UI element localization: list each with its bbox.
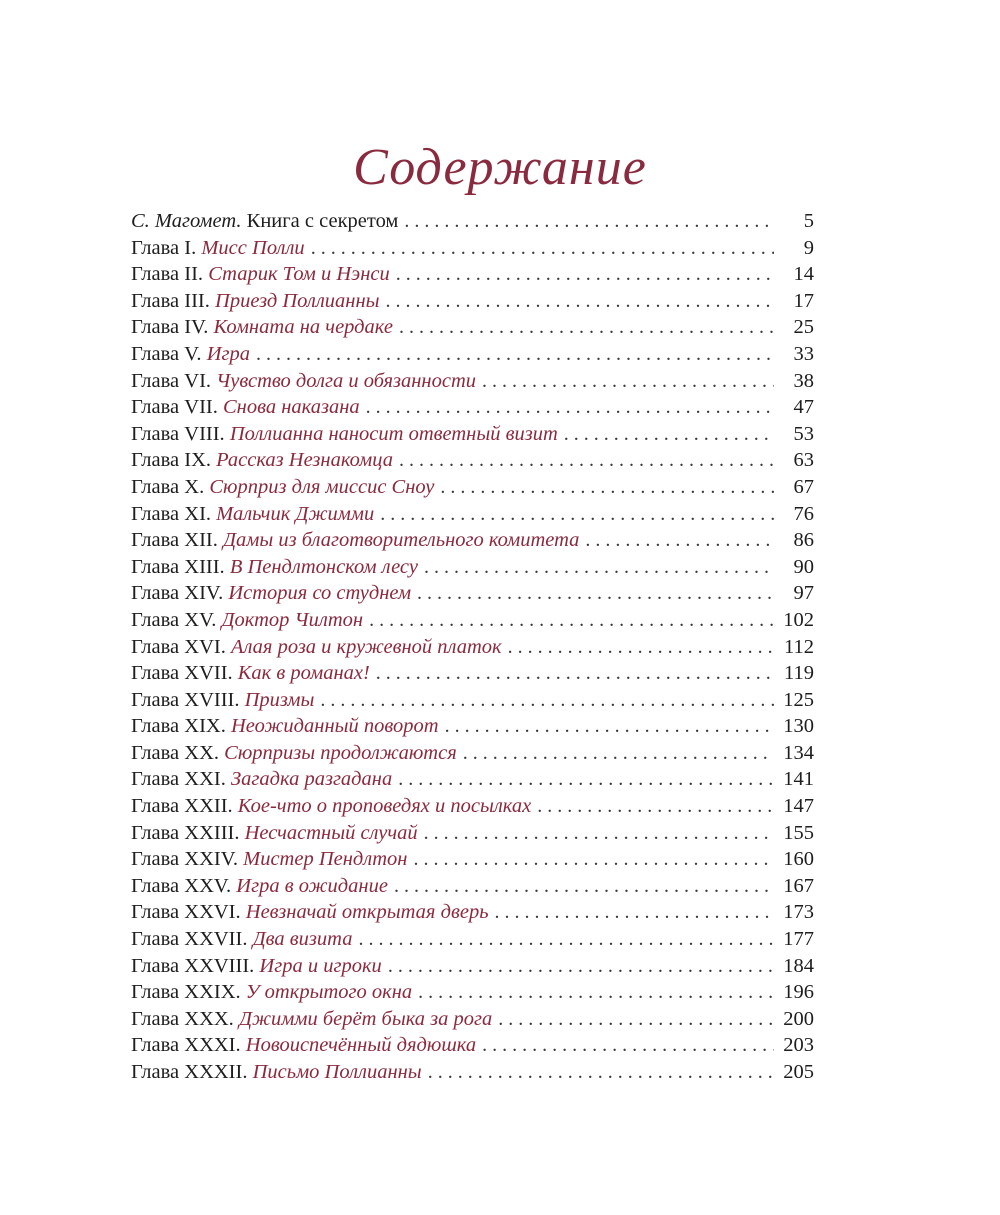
entry-page-number: 63 — [793, 449, 814, 472]
entry-chapter-number: С. Магомет. — [131, 210, 242, 232]
dot-leader — [428, 1059, 774, 1086]
entry-chapter-number: Глава XXII. — [131, 795, 233, 818]
entry-label — [131, 873, 388, 900]
dot-leader — [482, 368, 774, 395]
entry-label — [131, 261, 390, 288]
entry-label — [131, 953, 382, 980]
entry-label — [131, 580, 411, 607]
entry-chapter-number: Глава XIX. — [131, 715, 226, 738]
dot-leader — [445, 713, 774, 740]
entry-label — [131, 208, 398, 235]
entry-page-number: 5 — [803, 210, 814, 232]
entry-page-number: 200 — [783, 1007, 814, 1030]
toc-entry — [131, 740, 814, 767]
entry-chapter-number: Глава XX. — [131, 741, 220, 764]
entry-title: Игра в ожидание — [236, 874, 388, 897]
entry-page-number: 196 — [783, 981, 814, 1004]
entry-title: Рассказ Незнакомца — [216, 449, 393, 472]
toc-entry — [131, 554, 814, 581]
toc-entry — [131, 288, 814, 315]
entry-chapter-number: Глава XII. — [131, 529, 218, 552]
dot-leader — [376, 660, 774, 687]
entry-title: Мисс Полли — [201, 236, 305, 259]
entry-chapter-number: Глава IX. — [131, 449, 212, 472]
toc-entry — [131, 314, 814, 341]
entry-title: Джимми берёт быка за рога — [238, 1007, 493, 1030]
entry-chapter-number: Глава V. — [131, 342, 202, 365]
entry-page-number: 17 — [793, 289, 814, 312]
entry-label — [131, 634, 502, 661]
entry-page-number: 130 — [783, 715, 814, 738]
toc-entry — [131, 660, 814, 687]
dot-leader — [498, 1006, 774, 1033]
entry-title: Доктор Чилтон — [221, 608, 364, 631]
entry-chapter-number: Глава XXX. — [131, 1007, 234, 1030]
entry-title: У открытого окна — [245, 981, 413, 1004]
toc-entry — [131, 235, 814, 262]
entry-page-number: 53 — [793, 422, 814, 445]
entry-label — [131, 793, 531, 820]
entry-title: История со студнем — [228, 582, 412, 605]
toc-entry — [131, 979, 814, 1006]
entry-page-number: 184 — [783, 954, 814, 977]
entry-chapter-number: Глава II. — [131, 263, 204, 286]
entry-page-number: 102 — [783, 608, 814, 631]
dot-leader — [424, 554, 774, 581]
entry-label — [131, 766, 392, 793]
entry-chapter-number: Глава XXXI. — [131, 1034, 241, 1057]
toc-entry — [131, 447, 814, 474]
toc-entry — [131, 713, 814, 740]
toc-entry — [131, 368, 814, 395]
dot-leader — [256, 341, 774, 368]
entry-label — [131, 1059, 422, 1086]
entry-title: Письмо Поллианны — [252, 1061, 422, 1083]
dot-leader — [399, 314, 774, 341]
entry-page-number: 203 — [783, 1034, 814, 1057]
entry-label — [131, 1032, 476, 1059]
entry-label — [131, 394, 360, 421]
entry-title: Алая роза и кружевной платок — [230, 635, 502, 658]
entry-chapter-number: Глава XI. — [131, 502, 212, 525]
entry-label — [131, 713, 439, 740]
dot-leader — [380, 501, 774, 528]
entry-chapter-number: Глава XVIII. — [131, 688, 240, 711]
entry-title: Мистер Пендлтон — [243, 848, 408, 871]
toc-entry — [131, 580, 814, 607]
entry-label — [131, 687, 314, 714]
dot-leader — [508, 634, 774, 661]
entry-page-number: 160 — [783, 848, 814, 871]
entry-label — [131, 660, 370, 687]
entry-chapter-number: Глава XXV. — [131, 874, 232, 897]
entry-chapter-number: Глава VI. — [131, 369, 212, 392]
entry-title: Как в романах! — [237, 662, 370, 685]
entry-label — [131, 820, 418, 847]
dot-leader — [537, 793, 774, 820]
entry-label — [131, 447, 393, 474]
dot-leader — [463, 740, 774, 767]
entry-title: Комната на чердаке — [213, 316, 393, 339]
entry-label — [131, 527, 579, 554]
toc-entry — [131, 793, 814, 820]
dot-leader — [398, 766, 774, 793]
entry-page-number: 97 — [793, 582, 814, 605]
entry-page-number: 47 — [793, 396, 814, 419]
entry-chapter-number: Глава VIII. — [131, 422, 225, 445]
dot-leader — [388, 953, 774, 980]
entry-chapter-number: Глава XVI. — [131, 635, 226, 658]
toc-entry — [131, 1032, 814, 1059]
dot-leader — [394, 873, 774, 900]
entry-label — [131, 740, 457, 767]
dot-leader — [418, 979, 774, 1006]
dot-leader — [417, 580, 774, 607]
toc-entry — [131, 953, 814, 980]
toc-entry — [131, 527, 814, 554]
entry-chapter-number: Глава XIII. — [131, 555, 225, 578]
entry-chapter-number: Глава X. — [131, 475, 205, 498]
dot-leader — [311, 235, 774, 262]
toc-entry — [131, 607, 814, 634]
entry-chapter-number: Глава XXVIII. — [131, 954, 255, 977]
entry-title: Старик Том и Нэнси — [208, 263, 390, 286]
entry-chapter-number: Глава I. — [131, 236, 197, 259]
entry-chapter-number: Глава XV. — [131, 608, 217, 631]
entry-chapter-number: Глава XXIII. — [131, 821, 240, 844]
entry-title: В Пендлтонском лесу — [229, 555, 418, 578]
toc-entry — [131, 474, 814, 501]
toc-entry — [131, 394, 814, 421]
dot-leader — [564, 421, 774, 448]
entry-title: Игра и игроки — [259, 954, 382, 977]
entry-label — [131, 554, 418, 581]
entry-page-number: 14 — [793, 263, 814, 286]
entry-title: Поллианна наносит ответный визит — [229, 422, 558, 445]
dot-leader — [399, 447, 774, 474]
entry-chapter-number: Глава XXVI. — [131, 901, 241, 924]
entry-page-number: 25 — [793, 316, 814, 339]
entry-chapter-number: Глава VII. — [131, 396, 218, 419]
toc-entry — [131, 501, 814, 528]
dot-leader — [369, 607, 774, 634]
dot-leader — [396, 261, 774, 288]
entry-page-number: 134 — [783, 741, 814, 764]
dot-leader — [424, 820, 774, 847]
entry-page-number: 9 — [803, 236, 814, 259]
entry-title: Новоиспечённый дядюшка — [245, 1034, 477, 1057]
entry-chapter-number: Глава XXVII. — [131, 928, 248, 951]
toc-entry — [131, 341, 814, 368]
dot-leader — [386, 288, 774, 315]
entry-title: Призмы — [244, 688, 315, 711]
entry-label — [131, 314, 393, 341]
entry-page-number: 38 — [793, 369, 814, 392]
entry-title: Сюрпризы продолжаются — [224, 741, 457, 764]
entry-label — [131, 1006, 492, 1033]
dot-leader — [358, 926, 774, 953]
entry-chapter-number: Глава XVII. — [131, 662, 233, 685]
page-title: Содержание — [353, 139, 647, 196]
entry-chapter-number: Глава XXIV. — [131, 848, 238, 871]
dot-leader — [440, 474, 774, 501]
entry-label — [131, 341, 250, 368]
dot-leader — [482, 1032, 774, 1059]
entry-label — [131, 235, 305, 262]
entry-title: Дамы из благотворительного комитета — [222, 529, 580, 552]
toc-entry — [131, 634, 814, 661]
entry-label — [131, 979, 412, 1006]
toc-entry — [131, 926, 814, 953]
entry-label — [131, 474, 434, 501]
entry-page-number: 147 — [783, 795, 814, 818]
entry-page-number: 173 — [783, 901, 814, 924]
entry-label — [131, 368, 476, 395]
entry-chapter-number: Глава XXXII. — [131, 1061, 248, 1083]
toc-entry — [131, 261, 814, 288]
toc-entry — [131, 766, 814, 793]
entry-title: Несчастный случай — [244, 821, 418, 844]
entry-chapter-number: Глава XIV. — [131, 582, 224, 605]
toc-list — [131, 208, 814, 1086]
entry-page-number: 90 — [793, 555, 814, 578]
entry-page-number: 155 — [783, 821, 814, 844]
toc-entry — [131, 846, 814, 873]
toc-entry — [131, 820, 814, 847]
entry-title: Мальчик Джимми — [216, 502, 375, 525]
entry-page-number: 86 — [793, 529, 814, 552]
dot-leader — [495, 899, 774, 926]
entry-label — [131, 607, 363, 634]
entry-label — [131, 846, 407, 873]
dot-leader — [585, 527, 774, 554]
entry-title: Неожиданный поворот — [230, 715, 439, 738]
entry-label — [131, 899, 489, 926]
entry-page-number: 177 — [783, 928, 814, 951]
entry-chapter-number: Глава IV. — [131, 316, 209, 339]
toc-entry — [131, 421, 814, 448]
entry-title: Книга с секретом — [246, 210, 399, 232]
dot-leader — [413, 846, 774, 873]
entry-page-number: 141 — [783, 768, 814, 791]
entry-page-number: 125 — [783, 688, 814, 711]
entry-title: Приезд Поллианны — [215, 289, 380, 312]
toc-entry — [131, 899, 814, 926]
entry-title: Снова наказана — [222, 396, 360, 419]
entry-chapter-number: Глава XXI. — [131, 768, 226, 791]
toc-entry — [131, 1059, 814, 1086]
toc-entry — [131, 1006, 814, 1033]
entry-page-number: 33 — [793, 342, 814, 365]
entry-title: Кое-что о проповедях и посылках — [237, 795, 532, 818]
entry-chapter-number: Глава XXIX. — [131, 981, 241, 1004]
entry-label — [131, 288, 380, 315]
entry-page-number: 119 — [784, 662, 814, 685]
entry-title: Сюрприз для миссис Сноу — [209, 475, 435, 498]
dot-leader — [320, 687, 774, 714]
entry-title: Невзначай открытая дверь — [245, 901, 489, 924]
entry-label — [131, 926, 352, 953]
entry-page-number: 112 — [784, 635, 814, 658]
entry-page-number: 67 — [793, 475, 814, 498]
entry-page-number: 205 — [783, 1061, 814, 1083]
entry-title: Два визита — [252, 928, 353, 951]
entry-label — [131, 501, 374, 528]
dot-leader — [404, 208, 774, 235]
entry-title: Загадка разгадана — [230, 768, 393, 791]
toc-entry — [131, 873, 814, 900]
dot-leader — [366, 394, 774, 421]
toc-entry — [131, 687, 814, 714]
entry-page-number: 167 — [783, 874, 814, 897]
entry-page-number: 76 — [793, 502, 814, 525]
toc-entry — [131, 208, 814, 235]
entry-title: Чувство долга и обязанности — [216, 369, 477, 392]
entry-title: Игра — [206, 342, 250, 365]
entry-label — [131, 421, 558, 448]
entry-chapter-number: Глава III. — [131, 289, 210, 312]
